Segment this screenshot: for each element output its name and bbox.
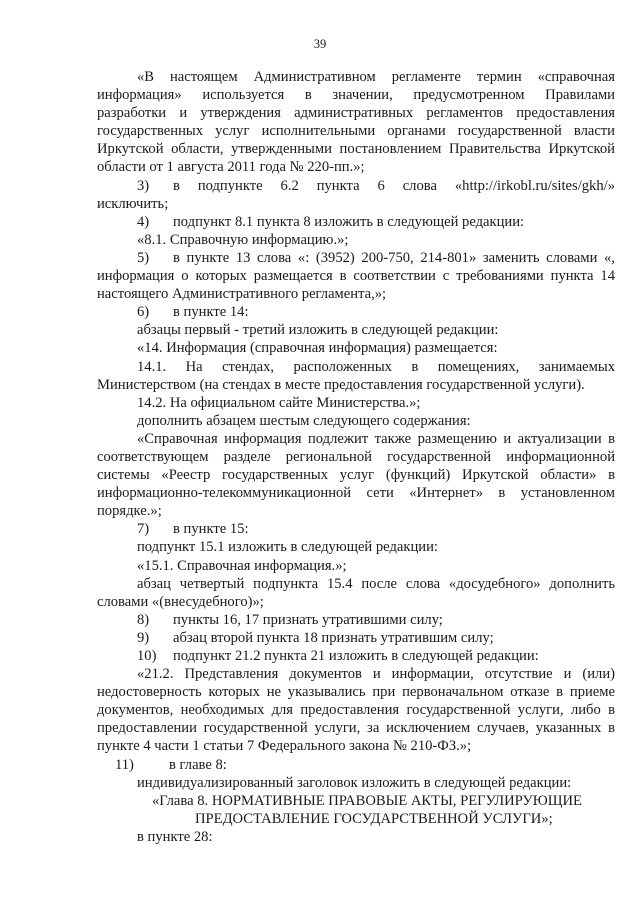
line-text: области от 1 августа 2011 года № 220-пп.»; <box>97 159 365 176</box>
text-line <box>97 665 615 683</box>
list-item-number: 6) <box>137 304 150 321</box>
line-text: порядке.»; <box>97 503 162 520</box>
text-line <box>97 86 615 104</box>
text-line <box>97 701 615 719</box>
text-line <box>97 828 615 846</box>
text-line <box>97 195 615 213</box>
line-text: в подпункте 6.2 пункта 6 слова «http://irkobl.ru/sites/gkh/» <box>173 177 615 194</box>
line-text: «14. Информация (справочная информация) размещается: <box>137 340 498 357</box>
line-text: словами «(внесудебного)»; <box>97 593 264 610</box>
text-line <box>97 358 615 376</box>
line-text: информация» используется в значении, предусмотренном Правилами <box>97 87 615 104</box>
line-text: Министерством (на стендах в месте предоставления государственной услуги). <box>97 376 585 393</box>
line-text: исключить; <box>97 195 169 212</box>
text-line <box>97 647 615 665</box>
list-item-number: 9) <box>137 629 150 646</box>
page-number: 39 <box>313 37 327 51</box>
line-text: «Справочная информация подлежит также размещению и актуализации в <box>137 430 615 447</box>
line-text: «8.1. Справочную информацию.»; <box>137 231 349 248</box>
line-text: в пункте 28: <box>137 828 213 845</box>
line-text: соответствующем разделе региональной государственной информационной <box>97 448 615 465</box>
list-item-number: 3) <box>137 177 150 194</box>
text-line <box>97 466 615 484</box>
list-item-number: 5) <box>137 249 150 266</box>
line-text: документов, необходимых для предоставления государственной услуги, либо в <box>97 702 615 719</box>
text-line <box>97 520 615 538</box>
list-item-number: 11) <box>115 756 134 773</box>
text-line <box>97 538 615 556</box>
line-text: настоящего Административного регламента,»; <box>97 286 387 303</box>
line-text: «В настоящем Административном регламенте термин «справочная <box>137 69 615 85</box>
document-body <box>97 68 615 846</box>
line-text: информационно-телекоммуникационной сети «Интернет» в установленном <box>97 485 615 502</box>
text-line <box>97 611 615 629</box>
text-line <box>97 339 615 357</box>
text-line <box>97 412 615 430</box>
line-text: системы «Реестр государственных услуг (функций) Иркутской области» в <box>97 467 615 484</box>
text-line <box>97 158 615 176</box>
line-text: пункты 16, 17 признать утратившими силу; <box>173 611 443 628</box>
text-line <box>97 792 615 810</box>
text-line <box>97 104 615 122</box>
text-line <box>97 774 615 792</box>
line-text: «21.2. Представления документов и информации, отсутствие и (или) <box>137 666 615 683</box>
line-text: абзацы первый - третий изложить в следующей редакции: <box>137 322 499 339</box>
text-line <box>97 394 615 412</box>
text-line <box>97 430 615 448</box>
text-line <box>97 502 615 520</box>
text-line <box>97 213 615 231</box>
line-text: информация о которых размещается в соответствии с требованиями пункта 14 <box>97 268 615 285</box>
line-text: пункте 4 части 1 статьи 7 Федерального закона № 210-ФЗ.»; <box>97 738 472 755</box>
text-line <box>97 575 615 593</box>
text-line <box>97 593 615 611</box>
text-line <box>97 303 615 321</box>
line-text: недостоверность которых не указывались при первоначальном отказе в приеме <box>97 684 615 701</box>
list-item-number: 10) <box>137 648 157 664</box>
line-text: 14.2. На официальном сайте Министерства.»; <box>137 394 421 411</box>
line-text: «15.1. Справочная информация.»; <box>137 557 347 574</box>
text-line <box>97 737 615 755</box>
line-text: дополнить абзацем шестым следующего содержания: <box>137 412 471 429</box>
text-line <box>97 719 615 737</box>
text-line <box>97 557 615 575</box>
text-line <box>97 267 615 285</box>
line-text: в пункте 14: <box>173 304 249 321</box>
text-line <box>97 448 615 466</box>
text-line <box>97 68 615 86</box>
text-line <box>97 231 615 249</box>
list-item-number: 4) <box>137 213 150 230</box>
line-text: подпункт 21.2 пункта 21 изложить в следующей редакции: <box>173 648 539 664</box>
line-text: предоставлении государственной услуги, за исключением случаев, указанных в <box>97 720 615 737</box>
line-text: подпункт 15.1 изложить в следующей редакции: <box>137 539 438 556</box>
line-text: абзац четвертый подпункта 15.4 после слова «досудебного» дополнить <box>137 575 615 592</box>
line-text: в пункте 13 слова «: (3952) 200-750, 214-801» заменить словами «, <box>173 249 615 266</box>
line-text: государственных услуг исполнительными органами государственной власти <box>97 123 615 140</box>
line-text: «Глава 8. НОРМАТИВНЫЕ ПРАВОВЫЕ АКТЫ, РЕГУЛИРУЮЩИЕ <box>152 792 582 809</box>
line-text: подпункт 8.1 пункта 8 изложить в следующей редакции: <box>173 213 525 230</box>
line-text: 14.1. На стендах, расположенных в помещениях, занимаемых <box>137 358 615 375</box>
text-line <box>97 756 615 774</box>
text-line <box>97 285 615 303</box>
line-text: в главе 8: <box>169 756 227 773</box>
line-text: индивидуализированный заголовок изложить в следующей редакции: <box>137 774 572 791</box>
text-line <box>97 177 615 195</box>
list-item-number: 8) <box>137 611 150 628</box>
line-text: ПРЕДОСТАВЛЕНИЕ ГОСУДАРСТВЕННОЙ УСЛУГИ»; <box>195 810 553 827</box>
text-line <box>97 810 615 828</box>
line-text: в пункте 15: <box>173 521 249 538</box>
text-line <box>97 683 615 701</box>
text-line <box>97 629 615 647</box>
text-line <box>97 249 615 267</box>
text-line <box>97 321 615 339</box>
text-line <box>97 376 615 394</box>
text-line <box>97 122 615 140</box>
line-text: Иркутской области, утвержденными постановлением Правительства Иркутской <box>97 141 615 158</box>
list-item-number: 7) <box>137 521 150 538</box>
text-line <box>97 140 615 158</box>
line-text: абзац второй пункта 18 признать утратившим силу; <box>173 629 494 646</box>
text-line <box>97 484 615 502</box>
line-text: разработки и утверждения административных регламентов предоставления <box>97 105 615 122</box>
